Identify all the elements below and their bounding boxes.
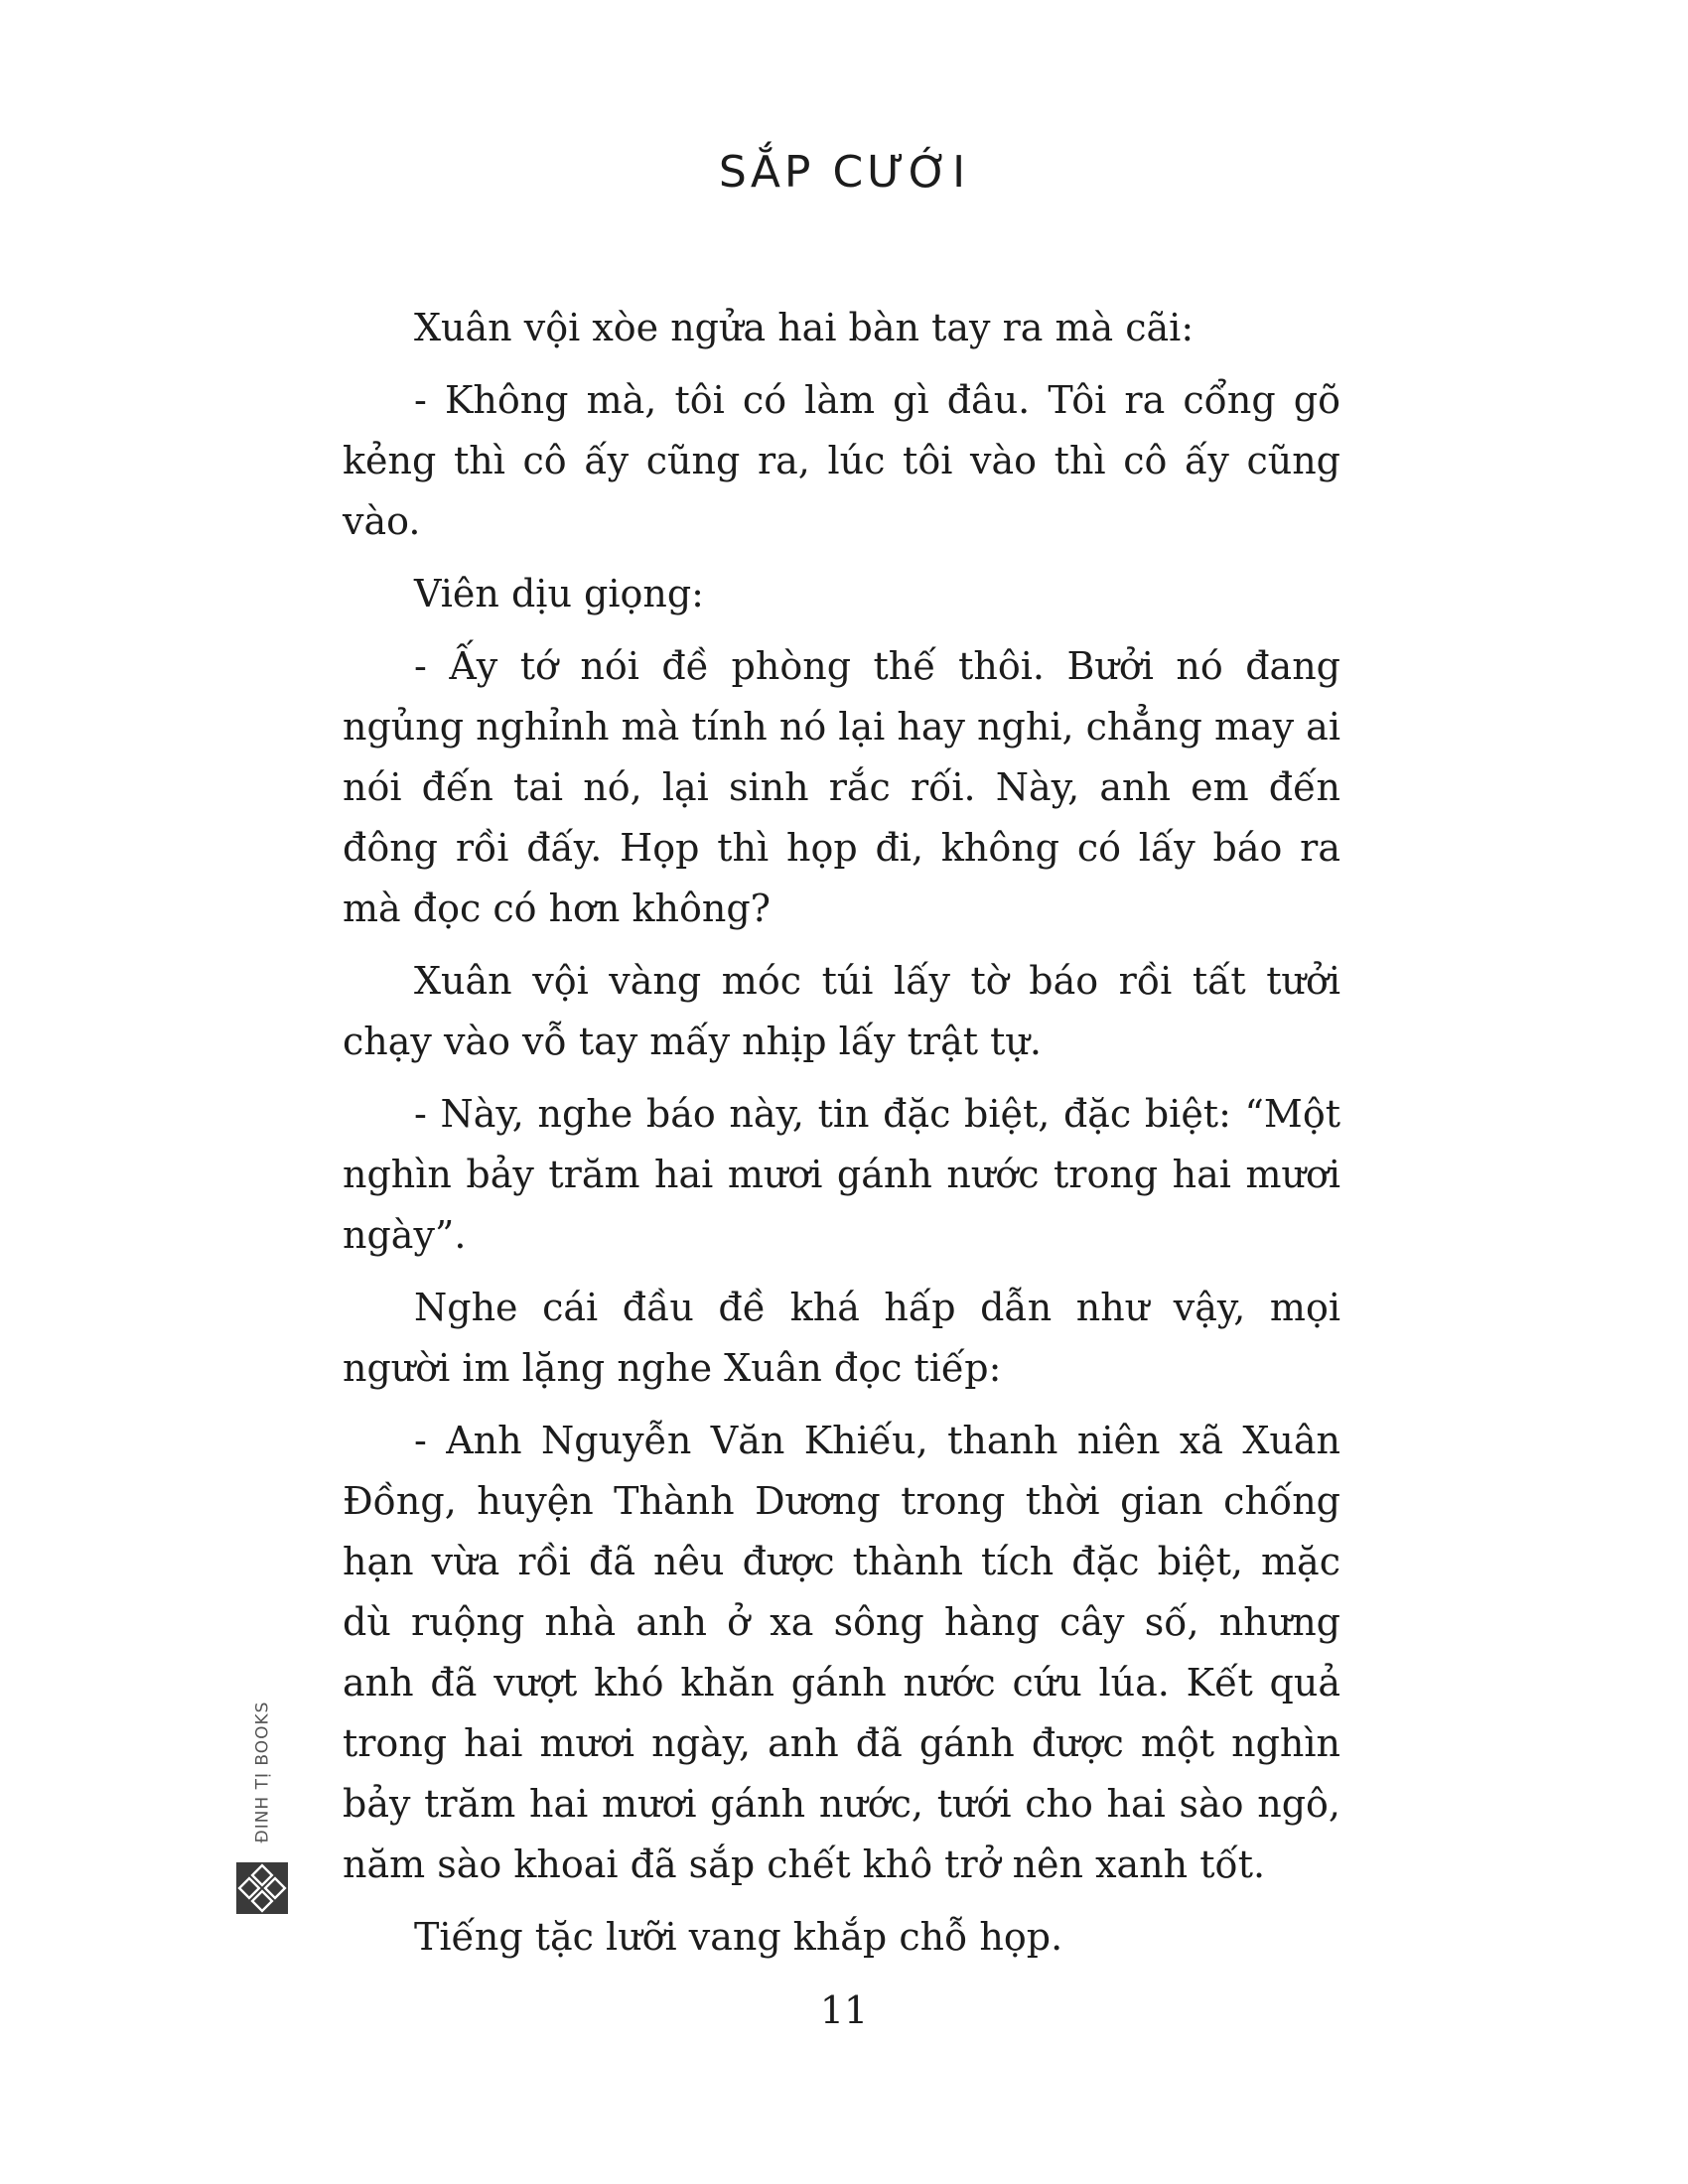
- publisher-logo: [236, 1688, 288, 1916]
- paragraph: - Ấy tớ nói đề phòng thế thôi. Bưởi nó đang ngủng nghỉnh mà tính nó lại hay nghi, chẳng may ai nói đến tai nó, lại sinh rắc rối. Này, anh em đến đông rồi đấy. Họp thì họp đi, không có lấy báo ra mà đọc có hơn không?: [343, 644, 1340, 930]
- paragraph: - Không mà, tôi có làm gì đâu. Tôi ra cổng gõ kẻng thì cô ấy cũng ra, lúc tôi vào thì cô ấy cũng vào.: [343, 378, 1340, 543]
- page-number: 11: [819, 1988, 869, 2032]
- publisher-name-text: ĐINH TỊ BOOKS: [252, 1701, 272, 1843]
- paragraph: - Này, nghe báo này, tin đặc biệt, đặc biệt: “Một nghìn bảy trăm hai mươi gánh nước trong hai mươi ngày”.: [343, 1092, 1340, 1257]
- paragraph: Nghe cái đầu đề khá hấp dẫn như vậy, mọi người im lặng nghe Xuân đọc tiếp:: [343, 1286, 1340, 1390]
- paragraph: Xuân vội vàng móc túi lấy tờ báo rồi tất tưởi chạy vào vỗ tay mấy nhịp lấy trật tự.: [343, 959, 1340, 1063]
- page-title: SẮP CƯỚI: [718, 147, 970, 198]
- paragraph: - Anh Nguyễn Văn Khiếu, thanh niên xã Xuân Đồng, huyện Thành Dương trong thời gian chống hạn vừa rồi đã nêu được thành tích đặc biệt, mặc dù ruộng nhà anh ở xa sông hàng cây số, nhưng anh đã vượt khó khăn gánh nước cứu lúa. Kết quả trong hai mươi ngày, anh đã gánh được một nghìn bảy trăm hai mươi gánh nước, tưới cho hai sào ngô, năm sào khoai đã sắp chết khô trở nên xanh tốt.: [343, 1419, 1340, 1886]
- publisher-name: [236, 1688, 288, 1856]
- chapter-body: [343, 298, 1340, 1979]
- publisher-logo-icon: [236, 1862, 288, 1914]
- paragraph: Tiếng tặc lưỡi vang khắp chỗ họp.: [414, 1915, 1063, 1959]
- paragraph: Viên dịu giọng:: [414, 572, 704, 615]
- logo-background: [236, 1862, 288, 1914]
- paragraph: Xuân vội xòe ngửa hai bàn tay ra mà cãi:: [414, 306, 1195, 349]
